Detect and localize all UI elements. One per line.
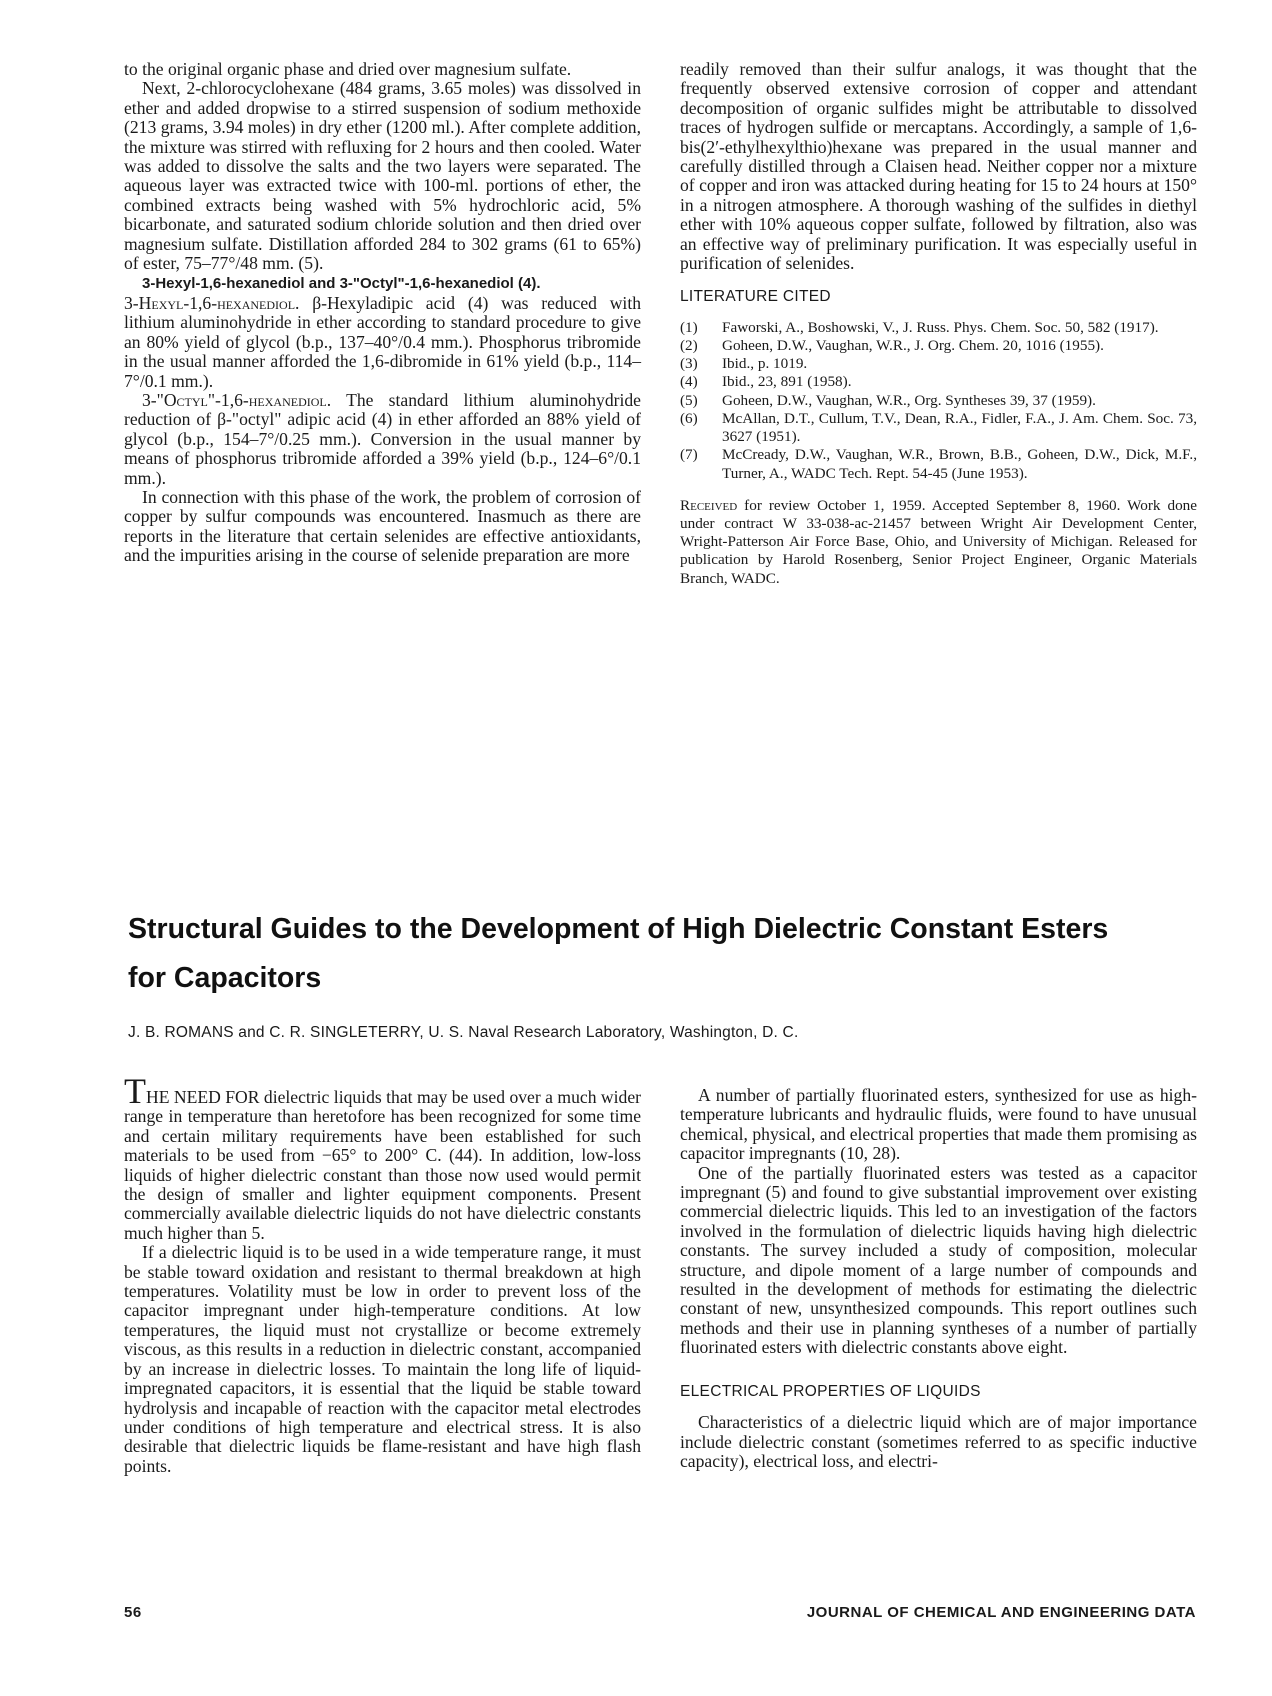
paragraph-text: The standard lithium aluminohydride reduction of β-"octyl" adipic acid (4) in ether afforded an 88% yield of glycol (b.p., 154–7°/0.25 mm.). Conversion in the usual manner by means of phosphorus tribromide afforded a 39% yield (b.p., 124–6°/0.1 mm.). (124, 389, 641, 488)
literature-cited-heading: LITERATURE CITED (680, 288, 831, 306)
drop-cap: T (124, 1071, 146, 1111)
paragraph: In connection with this phase of the work, the problem of corrosion of copper by sulfur compounds was encountered. Inasmuch as there are reports in the literature that certain selenides are effective antioxidants, and the impurities arising in the course of selenide preparation are more (124, 486, 641, 566)
paragraph (124, 391, 641, 488)
reference-item: (4) Ibid., 23, 891 (1958). (680, 373, 852, 391)
reference-list (680, 319, 1197, 483)
paragraph (124, 294, 641, 391)
paragraph-text: dielectric liquids that may be used over a much wider range in temperature than heretofore has been recognized for some time and certain military requirements have been established for such materials to be used from −65° to 200° C. (44). In addition, low-loss liquids of higher dielectric constant than those now used would permit the design of smaller and lighter equipment components. Present commercially available dielectric liquids do not have dielectric constants much higher than 5. (124, 1087, 641, 1243)
reference-item: (2) Goheen, D.W., Vaughan, W.R., J. Org. Chem. 20, 1016 (1955). (680, 337, 1104, 355)
paragraph: Characteristics of a dielectric liquid which are of major importance include dielectric constant (sometimes referred to as specific inductive capacity), electrical loss, and electri- (680, 1412, 1197, 1471)
lead-caps: HE NEED FOR (146, 1087, 260, 1107)
lower-right-column (680, 1086, 1197, 1471)
paragraph: A number of partially fluorinated esters, synthesized for use as high-temperature lubricants and hydraulic fluids, were found to have unusual chemical, physical, and electrical properties that made them promising as capacitor impregnants (10, 28). (680, 1085, 1197, 1164)
paragraph: to the original organic phase and dried over magnesium sulfate. (124, 59, 572, 79)
section-heading: ELECTRICAL PROPERTIES OF LIQUIDS (680, 1382, 981, 1400)
paragraph: Next, 2-chlorocyclohexane (484 grams, 3.65 moles) was dissolved in ether and added dropwise to a stirred suspension of sodium methoxide (213 grams, 3.94 moles) in dry ether (1200 ml.). After complete addition, the mixture was stirred with refluxing for 2 hours and then cooled. Water was added to dissolve the salts and the two layers were separated. The aqueous layer was extracted twice with 100-ml. portions of ether, the combined extracts being washed with 5% hydrochloric acid, 5% bicarbonate, and saturated sodium chloride solution and then dried over magnesium sulfate. Distillation afforded 284 to 302 grams (61 to 65%) of ester, 75–77°/48 mm. (5). (124, 78, 641, 274)
lower-left-column (124, 1071, 641, 1476)
reference-item: (3) Ibid., p. 1019. (680, 355, 808, 373)
run-in-heading: 3-"Octyl"-1,6-hexanediol. (142, 389, 332, 410)
received-text: for review October 1, 1959. Accepted September 8, 1960. Work done under contract W 33-038-ac-21457 between Wright Air Development Center, Wright-Patterson Air Force Base, Ohio, and University of Michigan. Released for publication by Harold Rosenberg, Senior Project Engineer, Organic Materials Branch, WADC. (680, 496, 1198, 587)
paragraph: readily removed than their sulfur analogs, it was thought that the frequently observed extensive corrosion of copper and attendant decomposition of organic sulfides might be attributable to dissolved traces of hydrogen sulfide or mercaptans. Accordingly, a sample of 1,6-bis(2′-ethylhexylthio)hexane was prepared in the usual manner and carefully distilled through a Claisen head. Neither copper nor a mixture of copper and iron was attacked during heating for 15 to 24 hours at 150° in a nitrogen atmosphere. A thorough washing of the sulfides in diethyl ether with 10% aqueous copper sulfate, followed by filtration, also was an effective way of preliminary purification. It was especially useful in purification of selenides. (680, 59, 1197, 274)
paragraph: One of the partially fluorinated esters was tested as a capacitor impregnant (5) and found to give substantial improvement over existing commercial dielectric liquids. This led to an investigation of the factors involved in the formulation of dielectric liquids having high dielectric constants. The survey included a study of composition, molecular structure, and dipole moment of a large number of compounds and resulted in the development of methods for estimating the dielectric constant of new, unsynthesized compounds. This report outlines such methods and their use in planning syntheses of a number of partially fluorinated esters with dielectric constants above eight. (680, 1162, 1197, 1358)
paragraph-text: β-Hexyladipic acid (4) was reduced with lithium aluminohydride in ether according to standard procedure to give an 80% yield of glycol (b.p., 137–40°/0.4 mm.). Phosphorus tribromide in the usual manner afforded the 1,6-dibromide in 61% yield (b.p., 114–7°/0.1 mm.). (124, 292, 642, 391)
article-title: Structural Guides to the Development of High Dielectric Constant Esters for Capacitors (128, 913, 1109, 994)
journal-name: JOURNAL OF CHEMICAL AND ENGINEERING DATA (806, 1604, 1196, 1621)
run-in-heading: 3-Hexyl-1,6-hexanediol. (124, 292, 300, 313)
subsection-paragraph (124, 273, 641, 293)
subsection-heading: 3-Hexyl-1,6-hexanediol and 3-"Octyl"-1,6-hexanediol (4). (142, 275, 541, 293)
lead-paragraph (124, 1071, 641, 1243)
page-number: 56 (124, 1604, 142, 1621)
article-authors: J. B. ROMANS and C. R. SINGLETERRY, U. S. Naval Research Laboratory, Washington, D. C. (128, 1024, 799, 1041)
reference-item: (5) Goheen, D.W., Vaughan, W.R., Org. Syntheses 39, 37 (1959). (680, 391, 1096, 409)
paragraph: If a dielectric liquid is to be used in a wide temperature range, it must be stable toward oxidation and resistant to thermal breakdown at high temperatures. Volatility must be low in order to prevent loss of the capacitor impregnant under high-temperature conditions. At low temperatures, the liquid must not crystallize or become extremely viscous, as this results in a reduction in dielectric constant, accompanied by an increase in dielectric losses. To maintain the long life of liquid-impregnated capacitors, it is essential that the liquid be stable toward hydrolysis and incapable of reaction with the capacitor metal electrodes under conditions of high temperature and electrical stress. It is also desirable that dielectric liquids be flame-resistant and have high flash points. (124, 1242, 641, 1476)
reference-item: (6) McAllan, D.T., Cullum, T.V., Dean, R.A., Fidler, F.A., J. Am. Chem. Soc. 73, 3627 (1951). (680, 409, 1197, 446)
reference-item: (1) Faworski, A., Boshowski, V., J. Russ. Phys. Chem. Soc. 50, 582 (1917). (680, 318, 1159, 336)
received-note (680, 497, 1197, 588)
received-label: Received (680, 496, 738, 514)
upper-right-column (680, 60, 1197, 588)
reference-item: (7) McCready, D.W., Vaughan, W.R., Brown, B.B., Goheen, D.W., Dick, M.F., Turner, A., WADC Tech. Rept. 54-45 (June 1953). (680, 446, 1197, 482)
upper-left-column (124, 60, 641, 566)
